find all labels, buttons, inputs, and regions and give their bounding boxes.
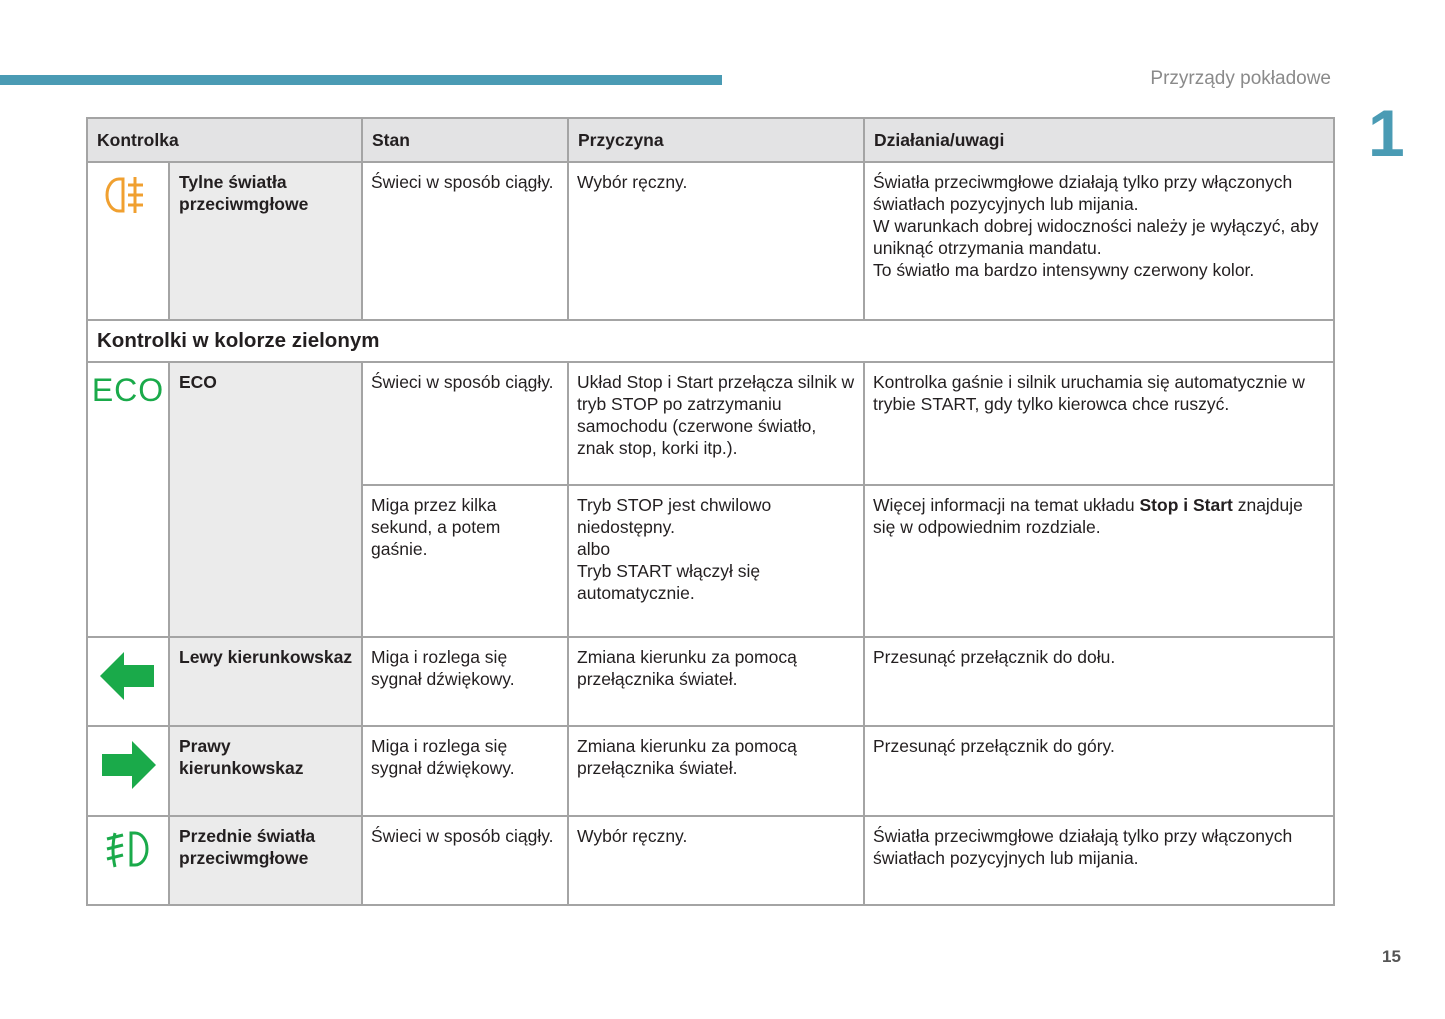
front-fog-light-icon [87, 816, 169, 905]
light-cause: Układ Stop i Start przełącza silnik w tryb STOP po zatrzymaniu samochodu (czerwone światło, znak stop, korki itp.). [568, 362, 864, 485]
section-heading: Kontrolki w kolorze zielonym [87, 320, 1334, 362]
header-przyczyna: Przyczyna [568, 118, 864, 162]
table-row [87, 637, 1334, 726]
page-number: 15 [1382, 947, 1401, 966]
table-row [87, 726, 1334, 816]
light-action: Więcej informacji na temat układu Stop i Start znajduje się w odpowiednim rozdziale. [864, 485, 1334, 637]
header-stan: Stan [362, 118, 568, 162]
light-cause: Tryb STOP jest chwilowo niedostępny. albo Tryb START włączył się automatycznie. [568, 485, 864, 637]
table-row [87, 362, 1334, 485]
header-dzialania: Działania/uwagi [864, 118, 1334, 162]
light-state: Miga i rozlega się sygnał dźwiękowy. [362, 726, 568, 816]
light-action: Światła przeciwmgłowe działają tylko przy włączonych światłach pozycyjnych lub mijania. [864, 816, 1334, 905]
light-name: Prawy kierunkowskaz [169, 726, 362, 816]
section-row [87, 320, 1334, 362]
accent-bar [0, 75, 722, 85]
light-state: Świeci w sposób ciągły. [362, 816, 568, 905]
table-header [87, 118, 1334, 162]
light-action: Kontrolka gaśnie i silnik uruchamia się automatycznie w trybie START, gdy tylko kierowca chce ruszyć. [864, 362, 1334, 485]
warning-lights-table [86, 117, 1335, 906]
light-action: Światła przeciwmgłowe działają tylko przy włączonych światłach pozycyjnych lub mijania. W warunkach dobrej widoczności należy je wyłączyć, aby uniknąć otrzymania mandatu. To światło ma bardzo intensywny czerwony kolor. [864, 162, 1334, 320]
table-row [87, 816, 1334, 905]
chapter-number: 1 [1368, 96, 1405, 170]
light-cause: Wybór ręczny. [568, 162, 864, 320]
light-state: Miga przez kilka sekund, a potem gaśnie. [362, 485, 568, 637]
rear-fog-light-icon [87, 162, 169, 320]
light-name: ECO [169, 362, 362, 637]
right-arrow-icon [87, 726, 169, 816]
light-cause: Zmiana kierunku za pomocą przełącznika świateł. [568, 637, 864, 726]
light-action: Przesunąć przełącznik do dołu. [864, 637, 1334, 726]
light-action: Przesunąć przełącznik do góry. [864, 726, 1334, 816]
light-cause: Zmiana kierunku za pomocą przełącznika świateł. [568, 726, 864, 816]
eco-icon: ECO [87, 362, 169, 637]
left-arrow-icon [87, 637, 169, 726]
light-state: Świeci w sposób ciągły. [362, 362, 568, 485]
light-state: Miga i rozlega się sygnał dźwiękowy. [362, 637, 568, 726]
light-cause: Wybór ręczny. [568, 816, 864, 905]
header-kontrolka: Kontrolka [87, 118, 362, 162]
light-name: Przednie światła przeciwmgłowe [169, 816, 362, 905]
light-state: Świeci w sposób ciągły. [362, 162, 568, 320]
light-name: Tylne światła przeciwmgłowe [169, 162, 362, 320]
table-row [87, 162, 1334, 320]
light-name: Lewy kierunkowskaz [169, 637, 362, 726]
section-title: Przyrządy pokładowe [1150, 68, 1331, 89]
